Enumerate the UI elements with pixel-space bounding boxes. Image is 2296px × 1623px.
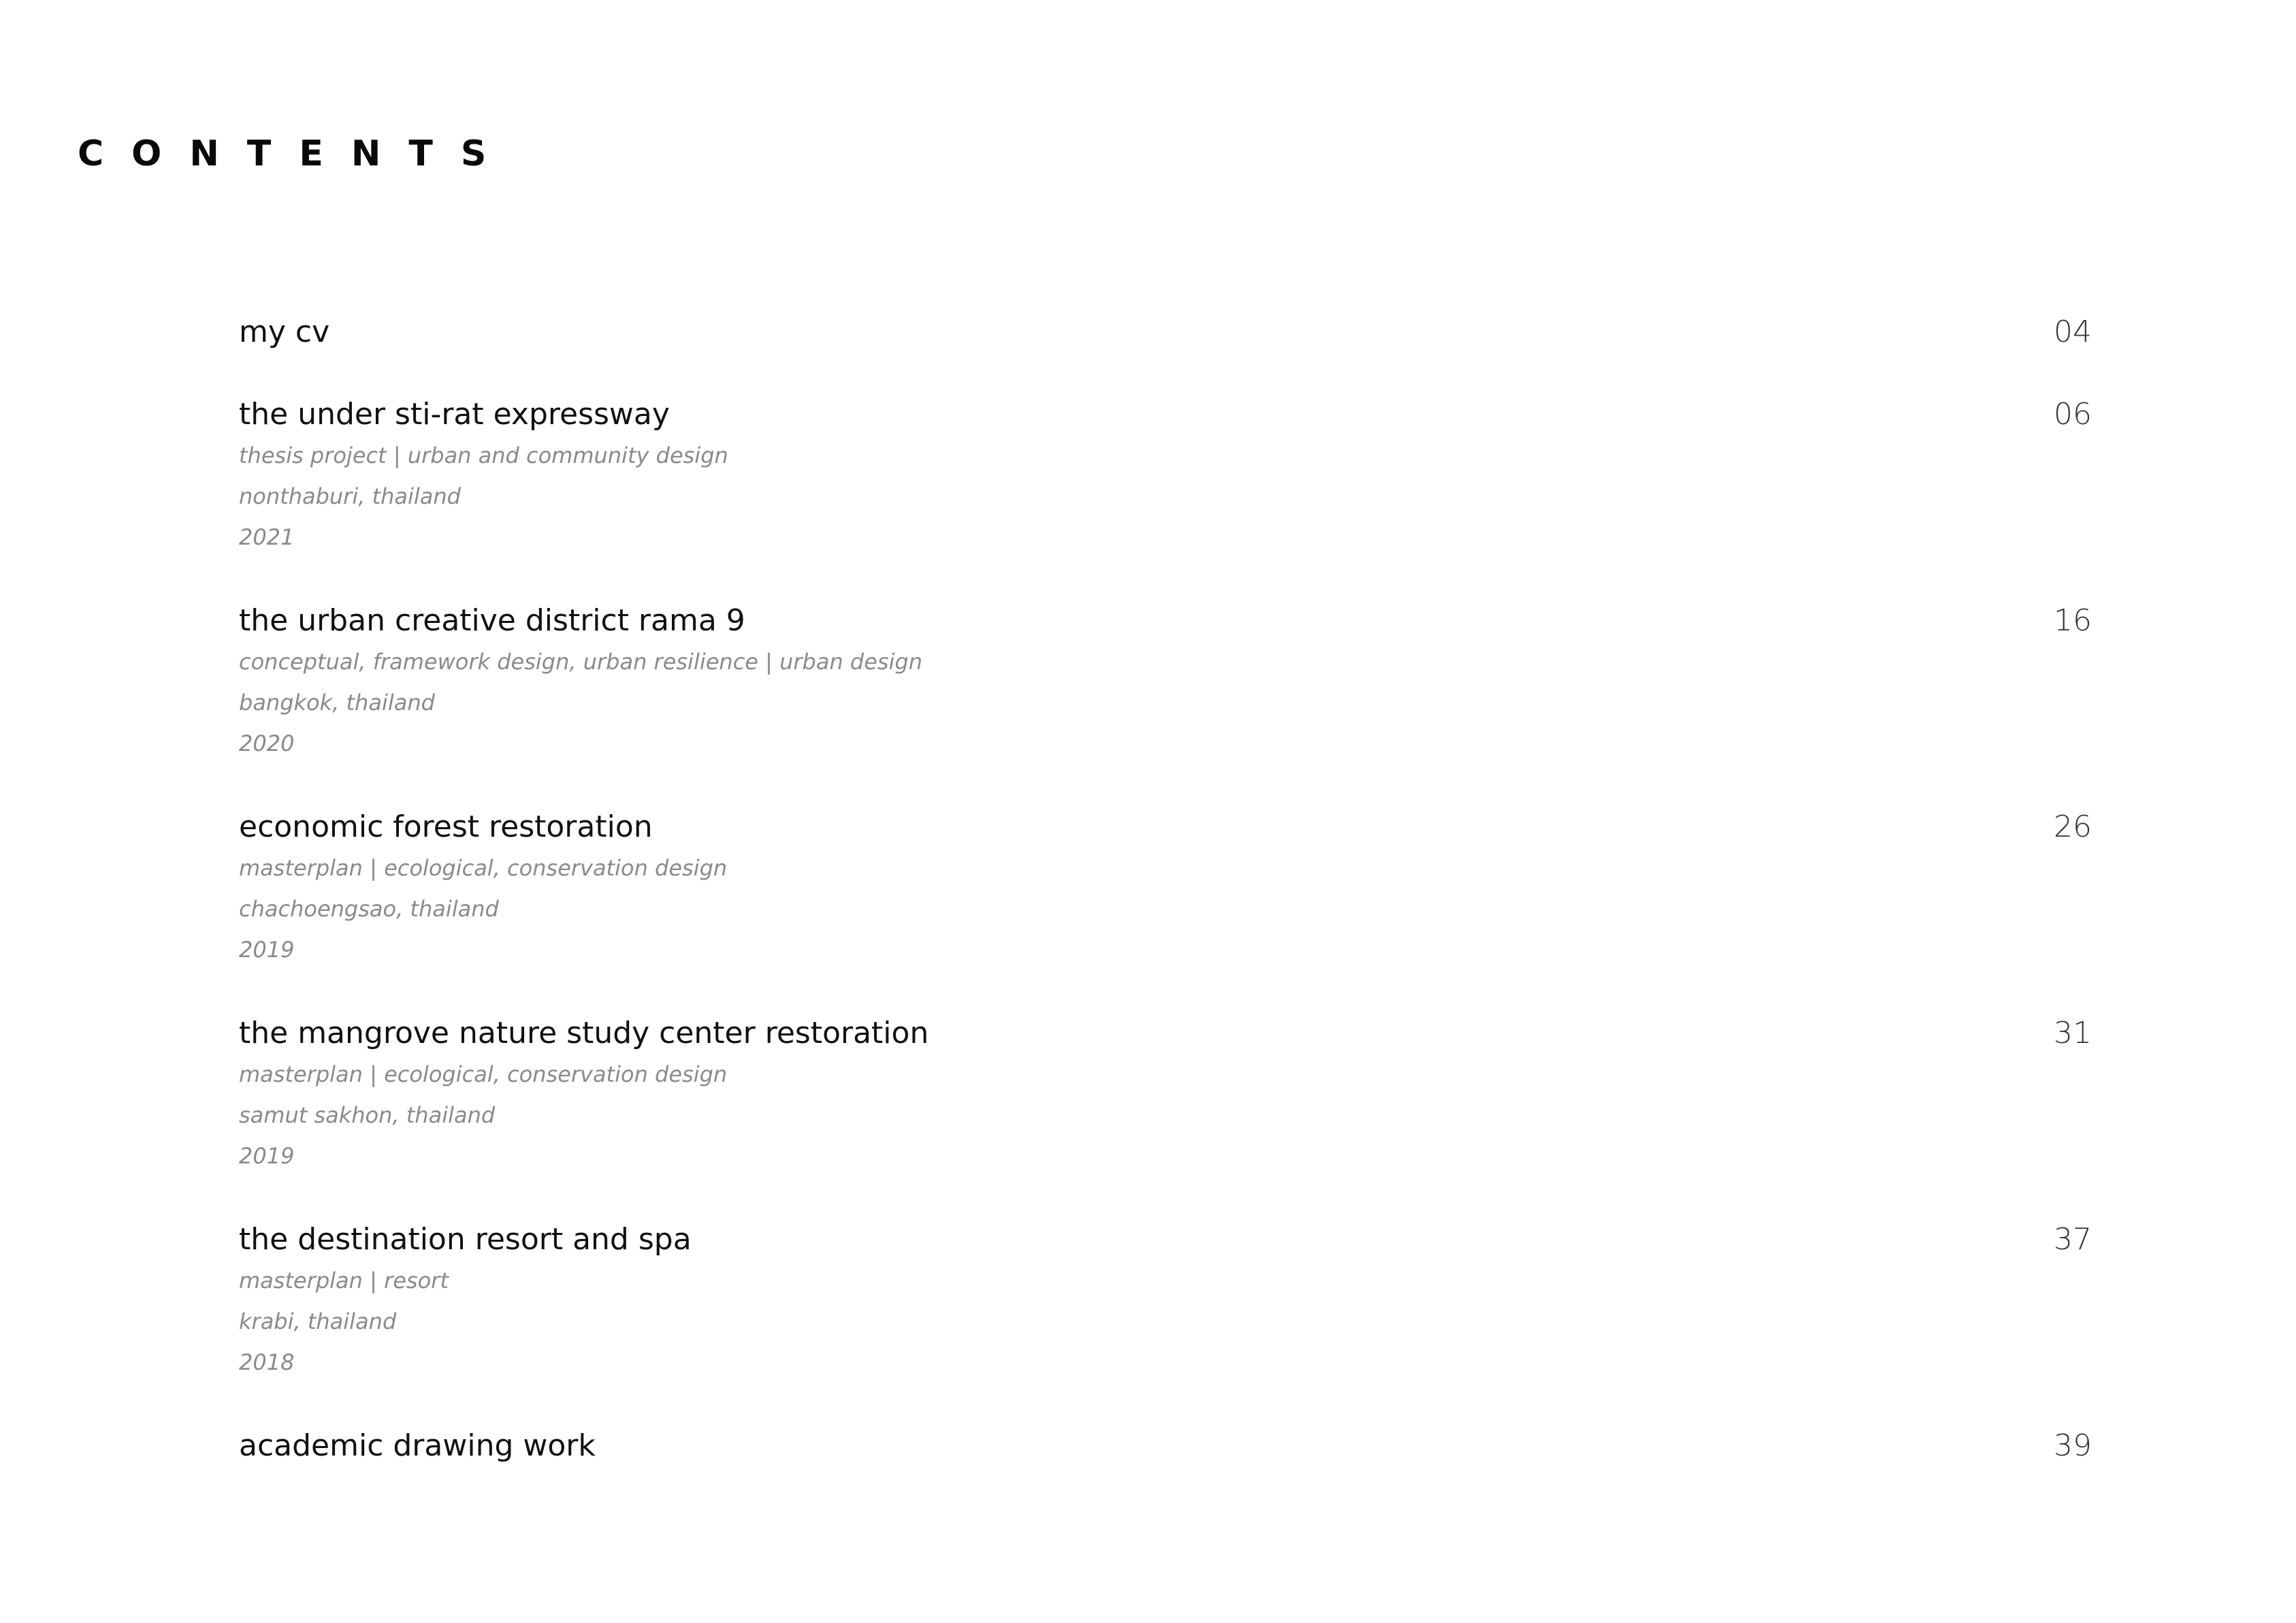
toc-entry-my-cv[interactable] (239, 312, 2092, 353)
toc-entry-year: 2019 (239, 937, 295, 963)
toc-entry-urban-creative-district[interactable] (239, 600, 2092, 764)
toc-entry-location: krabi, thailand (239, 1308, 397, 1334)
toc-entry-academic-drawing-work[interactable] (239, 1426, 2092, 1466)
toc-entry-category: masterplan | ecological, conservation design (239, 1061, 728, 1087)
toc-entry-year: 2019 (239, 1143, 295, 1169)
toc-entry-category: thesis project | urban and community design (239, 443, 728, 468)
toc-entry-year: 2021 (239, 524, 295, 550)
toc-entry-location: chachoengsao, thailand (239, 896, 499, 922)
toc-entry-location: bangkok, thailand (239, 690, 435, 716)
toc-entry-title: my cv (239, 315, 330, 349)
toc-entry-under-sti-rat-expressway[interactable] (239, 394, 2092, 558)
toc-entry-economic-forest-restoration[interactable] (239, 807, 2092, 970)
toc-entry-title: the mangrove nature study center restoration (239, 1016, 929, 1050)
toc-entry-page-number: 37 (2054, 1222, 2092, 1257)
toc-entry-title: the destination resort and spa (239, 1222, 692, 1257)
toc-entry-page-number: 31 (2054, 1016, 2092, 1050)
toc-entry-year: 2020 (239, 730, 295, 756)
toc-entry-page-number: 06 (2054, 397, 2092, 432)
toc-entry-mangrove-nature-study-center[interactable] (239, 1013, 2092, 1176)
toc-entry-category: conceptual, framework design, urban resilience | urban design (239, 649, 923, 675)
toc-entry-year: 2018 (239, 1349, 295, 1375)
toc-entry-location: nonthaburi, thailand (239, 483, 461, 509)
toc-entry-title: economic forest restoration (239, 809, 653, 844)
toc-entry-location: samut sakhon, thailand (239, 1102, 496, 1128)
toc-entry-title: the under sti-rat expressway (239, 397, 670, 432)
toc-entry-title: the urban creative district rama 9 (239, 603, 745, 638)
page-title: CONTENTS (78, 133, 515, 174)
toc-entry-page-number: 04 (2054, 315, 2092, 349)
toc-entry-category: masterplan | ecological, conservation design (239, 855, 728, 881)
toc-entry-page-number: 26 (2054, 809, 2092, 844)
toc-entry-page-number: 16 (2054, 603, 2092, 638)
toc-entry-destination-resort-and-spa[interactable] (239, 1219, 2092, 1383)
toc-entry-page-number: 39 (2054, 1428, 2092, 1463)
toc-entry-category: masterplan | resort (239, 1268, 449, 1293)
toc-entry-title: academic drawing work (239, 1428, 596, 1463)
